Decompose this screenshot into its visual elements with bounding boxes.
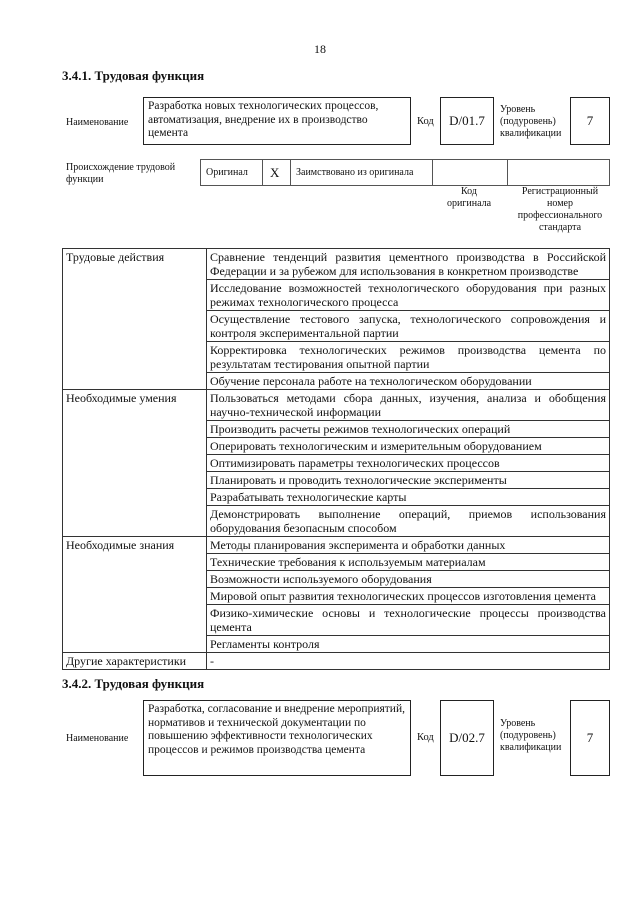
category-cell — [63, 342, 207, 373]
table-row — [63, 472, 610, 489]
table-row — [63, 249, 610, 280]
code-box — [440, 97, 494, 145]
section-title-2: 3.4.2. Трудовая функция — [62, 676, 205, 691]
category-cell — [63, 455, 207, 472]
table-item: Регламенты контроля — [207, 636, 610, 653]
table-row — [63, 571, 610, 588]
category-cell — [63, 438, 207, 455]
level-box — [570, 97, 610, 145]
category-cell — [63, 636, 207, 653]
category-cell — [63, 506, 207, 537]
level-value: 7 — [586, 113, 594, 128]
reg-number-label: Регистрационный номер профессионального стандарта — [517, 186, 603, 233]
table-row — [63, 342, 610, 373]
table-row — [63, 636, 610, 653]
table-row — [63, 421, 610, 438]
table-item: Возможности используемого оборудования — [207, 571, 610, 588]
table-row — [63, 537, 610, 554]
level-box-2 — [570, 700, 610, 776]
category-cell — [63, 588, 207, 605]
level-label-2: Уровень (подуровень) квалификации — [500, 718, 562, 753]
table-row — [63, 588, 610, 605]
table-item: Демонстрировать выполнение операций, приемов использования оборудования безопасным способом — [207, 506, 610, 537]
table-item: Осуществление тестового запуска, технологического сопровождения и контроля экспериментальной партии — [207, 311, 610, 342]
table-item: Сравнение тенденций развития цементного производства в Российской Федерации и за рубежом для использования в конкретном производстве — [207, 249, 610, 280]
level-label: Уровень (подуровень) квалификации — [500, 104, 562, 139]
table-row — [63, 373, 610, 390]
table-row — [63, 554, 610, 571]
category-cell — [63, 489, 207, 506]
table-item: Исследование возможностей технологического оборудования при разных режимах технологического процесса — [207, 280, 610, 311]
function-name-box — [143, 97, 411, 145]
category-cell — [63, 554, 207, 571]
table-row — [63, 390, 610, 421]
borrowed-label: Заимствовано из оригинала — [296, 167, 414, 178]
code-original-label: Код оригинала — [446, 186, 492, 209]
category-label: Необходимые умения — [63, 390, 207, 421]
table-item: Оптимизировать параметры технологических процессов — [207, 455, 610, 472]
table-item: Мировой опыт развития технологических процессов изготовления цемента — [207, 588, 610, 605]
code-value-2: D/02.7 — [449, 730, 485, 745]
code-box-2 — [440, 700, 494, 776]
level-value-2: 7 — [586, 730, 594, 745]
name-label: Наименование — [66, 117, 129, 128]
table-row — [63, 605, 610, 636]
category-cell — [63, 472, 207, 489]
table-item: Оперировать технологическим и измерительным оборудованием — [207, 438, 610, 455]
category-label: Необходимые знания — [63, 537, 207, 554]
function-table-body — [63, 249, 610, 670]
table-row — [63, 653, 610, 670]
function-name-2: Разработка, согласование и внедрение мероприятий, нормативов и технической документации по повышению эффективности технологических процессов и режимов производства цемента — [148, 703, 405, 756]
table-row — [63, 438, 610, 455]
code-label: Код — [417, 116, 434, 127]
table-item: Обучение персонала работе на технологическом оборудовании — [207, 373, 610, 390]
name-label-2: Наименование — [66, 733, 129, 744]
table-item: Физико-химические основы и технологические процессы производства цемента — [207, 605, 610, 636]
table-row — [63, 455, 610, 472]
table-row — [63, 311, 610, 342]
table-item: Технические требования к используемым материалам — [207, 554, 610, 571]
table-item: - — [207, 653, 610, 670]
table-item: Корректировка технологических режимов производства цемента по результатам тестирования опытной партии — [207, 342, 610, 373]
category-label: Другие характеристики — [63, 653, 207, 670]
table-item: Методы планирования эксперимента и обработки данных — [207, 537, 610, 554]
category-cell — [63, 421, 207, 438]
table-item: Планировать и проводить технологические эксперименты — [207, 472, 610, 489]
category-label: Трудовые действия — [63, 249, 207, 280]
table-item: Производить расчеты режимов технологических операций — [207, 421, 610, 438]
section-title: 3.4.1. Трудовая функция — [62, 68, 205, 83]
function-name-box-2 — [143, 700, 411, 776]
code-value: D/01.7 — [449, 113, 485, 128]
table-item: Разрабатывать технологические карты — [207, 489, 610, 506]
table-row — [63, 489, 610, 506]
code-label-2: Код — [417, 732, 434, 743]
page-number: 18 — [314, 42, 326, 56]
table-row — [63, 280, 610, 311]
category-cell — [63, 311, 207, 342]
table-item: Пользоваться методами сбора данных, изучения, анализа и обобщения научно-технической информации — [207, 390, 610, 421]
origin-label: Происхождение трудовой функции — [66, 162, 176, 185]
category-cell — [63, 373, 207, 390]
category-cell — [63, 571, 207, 588]
category-cell — [63, 605, 207, 636]
table-row — [63, 506, 610, 537]
function-name: Разработка новых технологических процессов, автоматизация, внедрение их в производство цемента — [148, 100, 379, 139]
original-mark: X — [270, 165, 280, 180]
category-cell — [63, 280, 207, 311]
function-table — [62, 248, 610, 670]
original-label: Оригинал — [206, 167, 248, 178]
